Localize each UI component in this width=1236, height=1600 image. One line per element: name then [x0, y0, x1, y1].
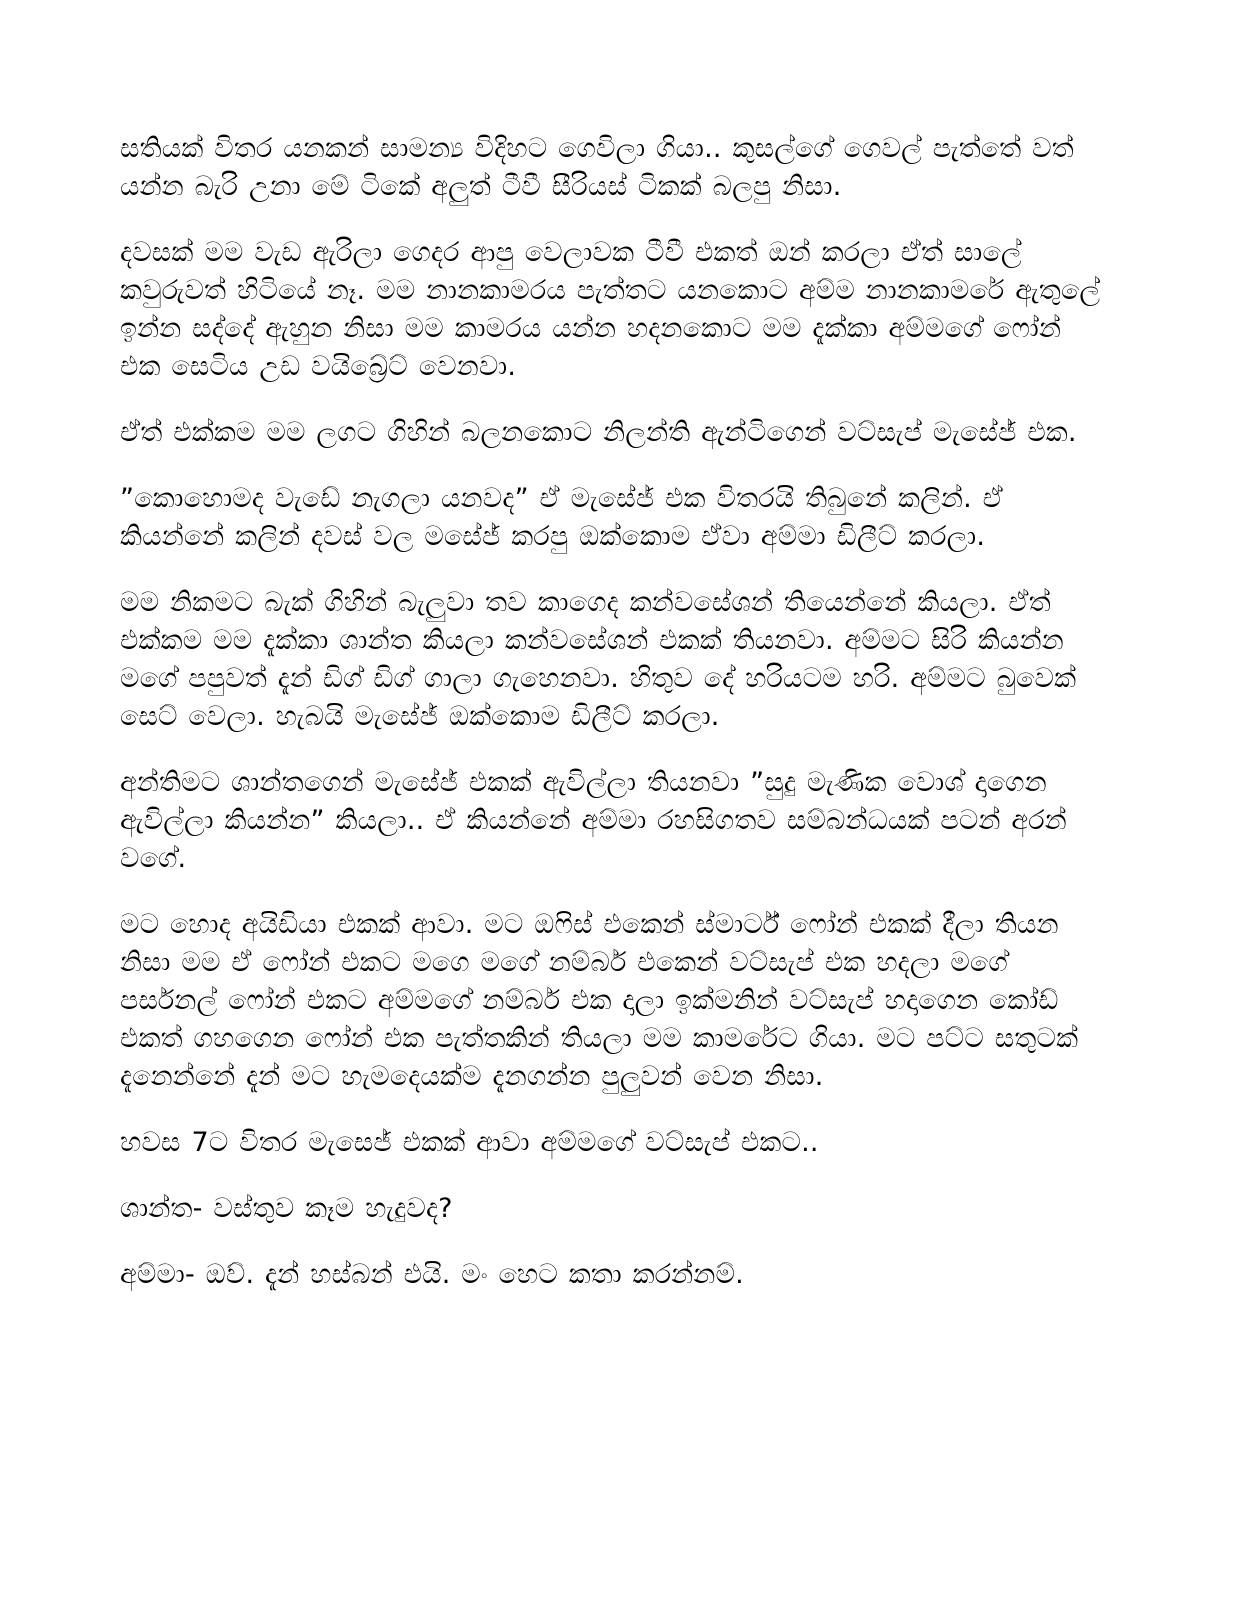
paragraph: ශාන්ත- වස්තුව කෑම හැදුවද?: [120, 1193, 453, 1224]
paragraph: අම්මා- ඔව්. දැන් හස්බන් එයි. මං හෙට කතා කරන්නම්.: [120, 1259, 744, 1290]
paragraph: ඒත් එක්කම මම ලගට ගිහින් බලනකොට නිලන්ති ඇන්ටිගෙන් වට්සැප් මැසේජ් එක.: [120, 417, 1077, 448]
paragraph: දවසක් මම වැඩ ඇරිලා ගෙදර ආපු වෙලාවක ටීවී එකත් ඔන් කරලා ඒත් සාලේ කවුරුවත් හිටියේ නෑ. මම නානකාමරය පැත්තට යනකොට අම්ම නානකාමරේ ඇතුලේ ඉන්න සද්දේ ඇහුන නිසා මම කාමරය යන්න හදනකොට මම දැක්කා අම්මගේ ෆෝන් එක සෙටිය උඩ වයිබ්‍රේට් වෙනවා.: [120, 237, 1101, 382]
paragraph: ”කොහොමද වැඩේ නැගලා යනවද” ඒ මැසේජ් එක විතරයි තිබුනේ කලින්. ඒ කියන්නේ කලින් දවස් වල මසේජ් කරපු ඔක්කොම ඒවා අම්මා ඩිලීට් කරලා.: [120, 483, 1003, 552]
paragraph: අන්තිමට ශාන්තගෙන් මැසේජ් එකක් ඇවිල්ලා තියනවා ”සුදු මැණික වොශ් දාගෙන ඇවිල්ලා කියන්න” කියලා.. ඒ කියන්නේ අම්මා රහසිගතව සම්බන්ධයක් පටන් අරන් වගේ.: [120, 767, 1067, 874]
paragraph: සතියක් විතර යනකන් සාමන්‍ය විදිහට ගෙවිලා ගියා.. කුසල්ගේ ගෙවල් පැත්තේ වත් යන්න බැරි උනා මේ ටිකේ අලුත් ටීවී සීරියස් ටිකක් බලපු නිසා.: [120, 133, 1074, 202]
paragraph: මට හොද අයිඩියා එකක් ආවා. මට ඔෆිස් එකෙන් ස්මාර්ට් ෆෝන් එකක් දීලා තියන නිසා මම ඒ ෆෝන් එකට මගෙ මගේ නම්බර් එකෙන් වට්සැප් එක හදලා මගේ පර්සනල් ෆෝන් එකට අම්මගේ නම්බර් එක දාලා ඉක්මනින් වට්සැප් හදාගෙන කෝඩ් එකත් ගහගෙන ෆෝන් එක පැත්තකින් තියලා මම කාමරේට ගියා. මට පට්ට සතුටක් දැනෙන්නේ දැන් මට හැමදෙයක්ම දැනගන්න පුලුවන් වෙන නිසා.: [120, 909, 1079, 1092]
paragraph: මම නිකමට බැක් ගිහින් බැලුවා තව කාගෙද කන්වසේශන් තියෙන්නේ කියලා. ඒත් එක්කම මම දැක්කා ශාන්ත කියලා කන්වසේශන් එකක් තියනවා. අම්මට සිරි කියන්න මගේ පපුවත් දැන් ඩිග් ඩිග් ගාලා ගැහෙනවා. හිතුව දේ හරියටම හරි. අම්මට බුවෙක් සෙට් වෙලා. හැබයි මැසේජ් ඔක්කොම ඩිලීට් කරලා.: [120, 587, 1077, 732]
paragraph: හවස 7ට විතර මැසෙජ් එකක් ආවා අම්මගේ වට්සැප් එකට..: [120, 1127, 819, 1158]
